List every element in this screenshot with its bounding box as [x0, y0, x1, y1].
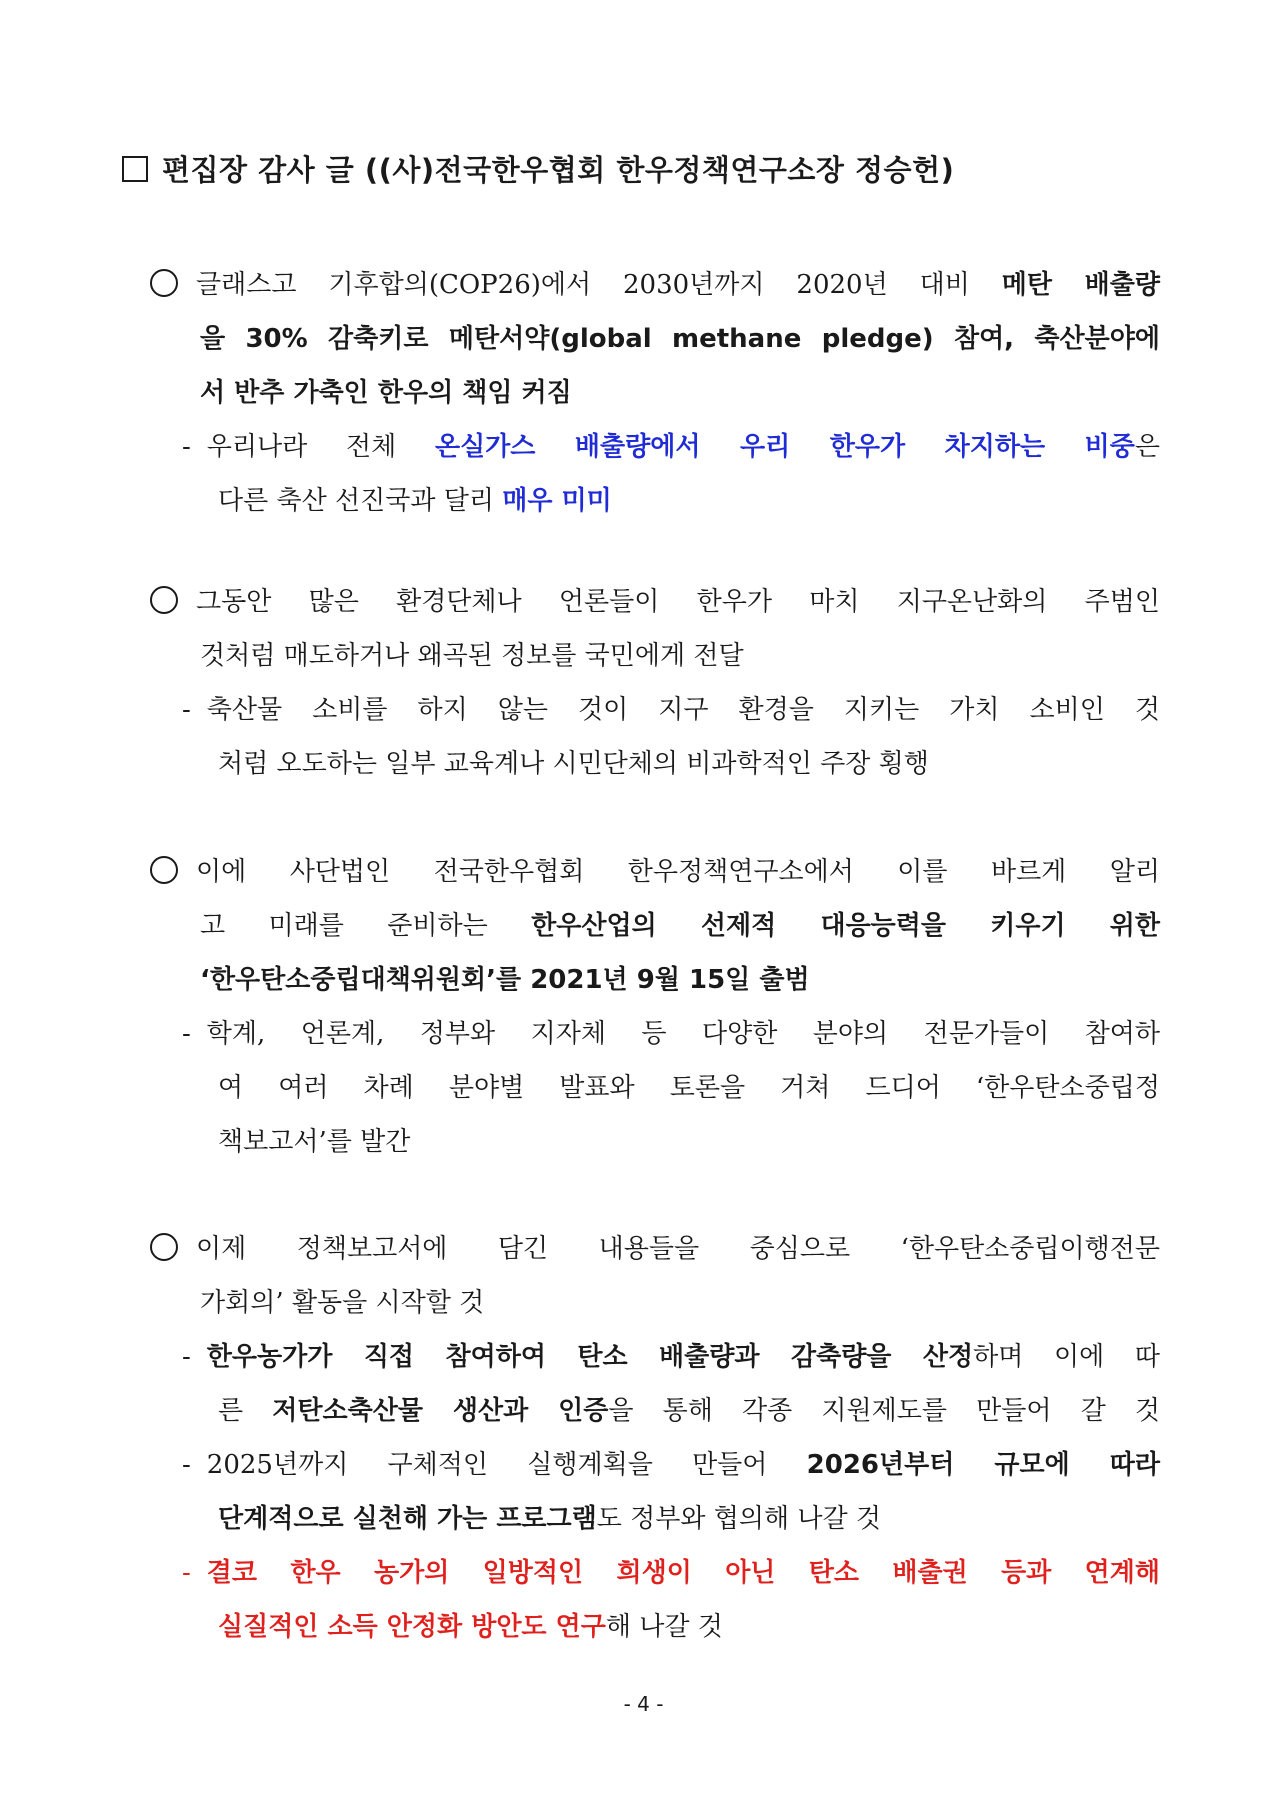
checkbox-square-icon	[122, 156, 148, 182]
page-number: - 4 -	[623, 1692, 664, 1716]
section-cop26	[150, 258, 1160, 528]
dash-line: - 2025년까지 구체적인 실행계획을 만들어 2026년부터 규모에 따라	[182, 1450, 1160, 1480]
section-misinformation	[150, 575, 1160, 791]
dash-line: 책보고서’를 발간	[218, 1127, 411, 1157]
bullet-line: 것처럼 매도하거나 왜곡된 정보를 국민에게 전달	[200, 641, 744, 671]
section-title: 편집장 감사 글 ((사)전국한우협회 한우정책연구소장 정승헌)	[122, 148, 1182, 189]
dash-line: 실질적인 소득 안정화 방안도 연구해 나갈 것	[218, 1612, 723, 1642]
dash-line: - 결코 한우 농가의 일방적인 희생이 아닌 탄소 배출권 등과 연계해	[182, 1558, 1160, 1588]
dash-line: 단계적으로 실천해 가는 프로그램도 정부와 협의해 나갈 것	[218, 1504, 882, 1534]
dash-line: 다른 축산 선진국과 달리 매우 미미	[218, 486, 612, 516]
section-committee	[150, 845, 1160, 1169]
circle-bullet-icon	[150, 586, 178, 614]
bullet-line: 고 미래를 준비하는 한우산업의 선제적 대응능력을 키우기 위한	[200, 911, 1160, 941]
bullet-line: ‘한우탄소중립대책위원회’를 2021년 9월 15일 출범	[200, 965, 810, 995]
bullet-line: 을 30% 감축키로 메탄서약(global methane pledge) 참여, 축산분야에	[200, 324, 1160, 354]
circle-bullet-icon	[150, 1233, 178, 1261]
bullet-line: 그동안 많은 환경단체나 언론들이 한우가 마치 지구온난화의 주범인	[150, 575, 1160, 629]
bullet-line: 이제 정책보고서에 담긴 내용들을 중심으로 ‘한우탄소중립이행전문	[150, 1222, 1160, 1276]
dash-line: - 학계, 언론계, 정부와 지자체 등 다양한 분야의 전문가들이 참여하	[182, 1019, 1160, 1049]
circle-bullet-icon	[150, 269, 178, 297]
dash-line: - 축산물 소비를 하지 않는 것이 지구 환경을 지키는 가치 소비인 것	[182, 695, 1160, 725]
bullet-line: 가회의’ 활동을 시작할 것	[200, 1288, 485, 1318]
section-implementation	[150, 1222, 1160, 1654]
bullet-line: 글래스고 기후합의(COP26)에서 2030년까지 2020년 대비 메탄 배출량	[150, 258, 1160, 312]
dash-line: 른 저탄소축산물 생산과 인증을 통해 각종 지원제도를 만들어 갈 것	[218, 1396, 1160, 1426]
dash-line: 여 여러 차례 분야별 발표와 토론을 거쳐 드디어 ‘한우탄소중립정	[218, 1073, 1160, 1103]
dash-line: - 우리나라 전체 온실가스 배출량에서 우리 한우가 차지하는 비중은	[182, 432, 1160, 462]
dash-line: - 한우농가가 직접 참여하여 탄소 배출량과 감축량을 산정하며 이에 따	[182, 1342, 1160, 1372]
bullet-line: 이에 사단법인 전국한우협회 한우정책연구소에서 이를 바르게 알리	[150, 845, 1160, 899]
dash-line: 처럼 오도하는 일부 교육계나 시민단체의 비과학적인 주장 횡행	[218, 749, 929, 779]
bullet-line: 서 반추 가축인 한우의 책임 커짐	[200, 378, 572, 408]
circle-bullet-icon	[150, 856, 178, 884]
